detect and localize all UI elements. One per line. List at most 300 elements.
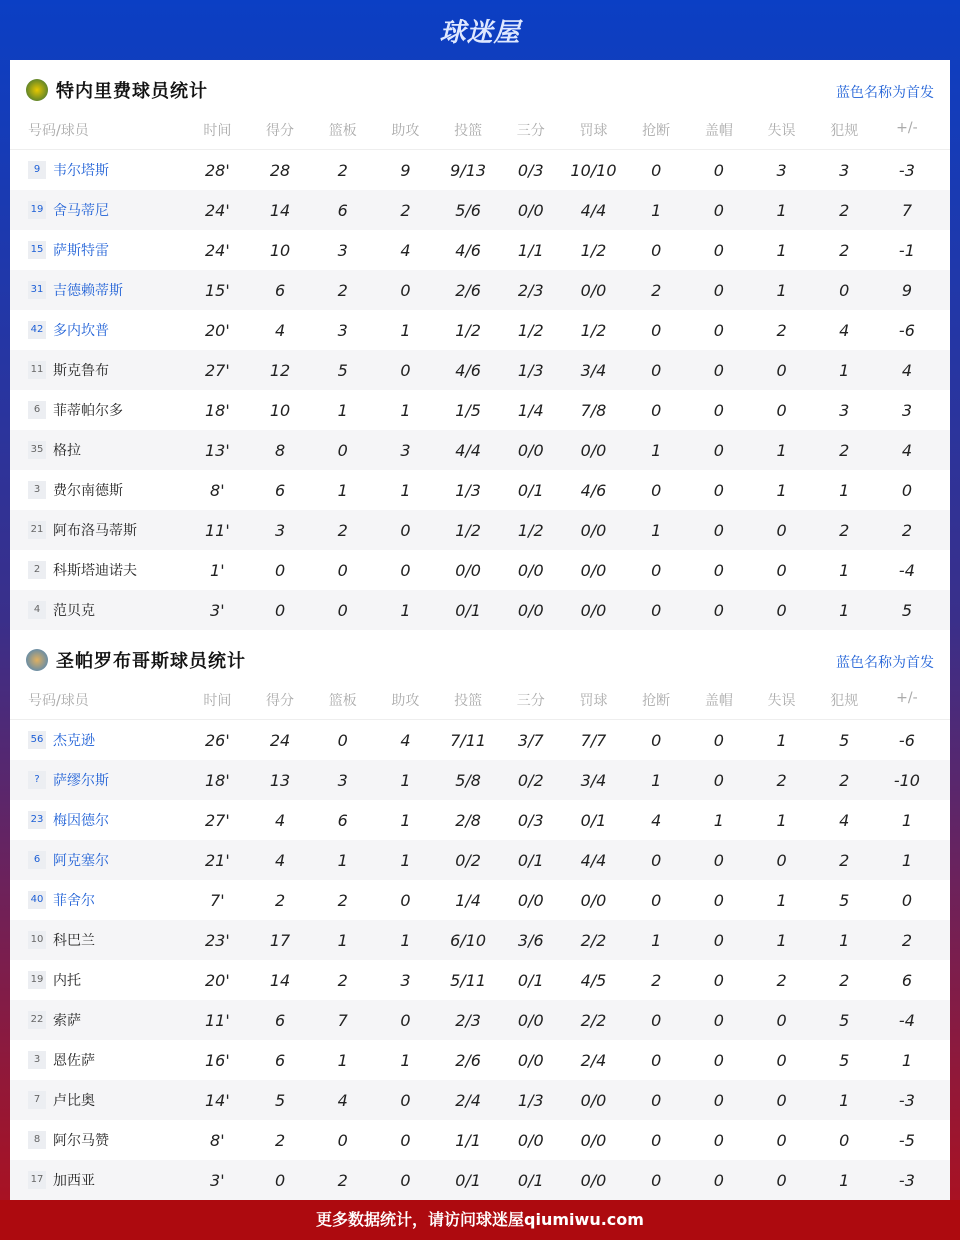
player-name[interactable]: 阿布洛马蒂斯 bbox=[53, 523, 137, 539]
stat-steals: 0 bbox=[651, 1010, 662, 1030]
player-row[interactable] bbox=[10, 310, 950, 350]
stat-assists: 3 bbox=[400, 440, 411, 460]
column-header: 失误 bbox=[767, 693, 796, 709]
stat-blocks: 0 bbox=[713, 560, 724, 580]
stat-steals: 0 bbox=[651, 1130, 662, 1150]
stat-turnovers: 3 bbox=[776, 160, 787, 180]
stat-rebounds: 4 bbox=[337, 1090, 348, 1110]
stat-points: 24 bbox=[269, 730, 291, 750]
player-cell bbox=[10, 240, 186, 260]
player-row[interactable] bbox=[10, 150, 950, 190]
stat-plus-minus: 2 bbox=[901, 520, 912, 540]
stat-rebounds: 2 bbox=[337, 280, 348, 300]
stat-minutes: 8' bbox=[210, 480, 225, 500]
stat-steals: 0 bbox=[651, 480, 662, 500]
stat-fouls: 1 bbox=[839, 360, 850, 380]
stat-three-pointers: 1/2 bbox=[517, 320, 544, 340]
column-header: 号码/球员 bbox=[28, 123, 89, 139]
player-name[interactable]: 阿克塞尔 bbox=[53, 853, 109, 869]
stat-blocks: 0 bbox=[713, 400, 724, 420]
player-row[interactable] bbox=[10, 470, 950, 510]
column-header: 罚球 bbox=[579, 123, 608, 139]
stat-three-pointers: 0/0 bbox=[517, 890, 544, 910]
stat-steals: 0 bbox=[651, 560, 662, 580]
stat-free-throws: 3/4 bbox=[580, 770, 607, 790]
stat-three-pointers: 0/0 bbox=[517, 560, 544, 580]
stat-three-pointers: 0/1 bbox=[517, 970, 544, 990]
player-name[interactable]: 斯克鲁布 bbox=[53, 363, 109, 379]
stat-rebounds: 1 bbox=[337, 930, 348, 950]
stat-plus-minus: -3 bbox=[898, 1090, 915, 1110]
stat-field-goals: 2/8 bbox=[455, 810, 481, 830]
stat-rebounds: 0 bbox=[337, 560, 348, 580]
stat-three-pointers: 2/3 bbox=[517, 280, 544, 300]
stat-rebounds: 2 bbox=[337, 520, 348, 540]
stat-fouls: 5 bbox=[839, 1010, 850, 1030]
stat-rebounds: 0 bbox=[337, 440, 348, 460]
column-header: 抢断 bbox=[642, 123, 671, 139]
player-name[interactable]: 吉德赖蒂斯 bbox=[53, 283, 123, 299]
stat-turnovers: 0 bbox=[776, 360, 787, 380]
stat-plus-minus: 6 bbox=[901, 970, 912, 990]
player-cell bbox=[10, 280, 186, 300]
column-header: +/- bbox=[896, 120, 918, 136]
stat-steals: 1 bbox=[651, 770, 662, 790]
jersey-number: 7 bbox=[28, 1091, 46, 1109]
jersey-number: 10 bbox=[28, 931, 46, 949]
stat-fouls: 4 bbox=[839, 320, 850, 340]
stat-three-pointers: 3/7 bbox=[517, 730, 544, 750]
stat-minutes: 13' bbox=[204, 440, 230, 460]
stat-field-goals: 1/4 bbox=[455, 890, 481, 910]
stat-turnovers: 0 bbox=[776, 560, 787, 580]
stat-assists: 2 bbox=[400, 200, 411, 220]
stat-free-throws: 0/0 bbox=[580, 520, 607, 540]
stat-free-throws: 2/2 bbox=[580, 930, 607, 950]
stat-three-pointers: 1/3 bbox=[517, 1090, 544, 1110]
stat-fouls: 0 bbox=[839, 1130, 850, 1150]
player-cell bbox=[10, 890, 186, 910]
player-row[interactable] bbox=[10, 960, 950, 1000]
stat-free-throws: 0/0 bbox=[580, 890, 607, 910]
stat-minutes: 23' bbox=[204, 930, 230, 950]
stat-steals: 1 bbox=[651, 520, 662, 540]
stat-minutes: 1' bbox=[210, 560, 225, 580]
player-name[interactable]: 恩佐萨 bbox=[53, 1053, 95, 1069]
player-name[interactable]: 格拉 bbox=[53, 443, 81, 459]
stat-turnovers: 2 bbox=[776, 970, 787, 990]
stat-free-throws: 4/4 bbox=[580, 200, 607, 220]
stat-points: 0 bbox=[274, 600, 286, 620]
player-name[interactable]: 科巴兰 bbox=[53, 933, 95, 949]
stat-assists: 1 bbox=[400, 1050, 411, 1070]
jersey-number: 6 bbox=[28, 851, 46, 869]
stat-assists: 1 bbox=[400, 770, 411, 790]
player-name[interactable]: 范贝克 bbox=[53, 603, 95, 619]
player-cell bbox=[10, 1090, 186, 1110]
player-row[interactable] bbox=[10, 1040, 950, 1080]
stat-assists: 0 bbox=[400, 1130, 411, 1150]
stat-points: 13 bbox=[269, 770, 291, 790]
stat-fouls: 2 bbox=[839, 770, 850, 790]
stat-free-throws: 1/2 bbox=[580, 240, 607, 260]
player-name[interactable]: 菲舍尔 bbox=[53, 893, 95, 909]
stat-free-throws: 0/0 bbox=[580, 1170, 607, 1190]
stat-field-goals: 7/11 bbox=[450, 730, 487, 750]
stat-fouls: 4 bbox=[839, 810, 850, 830]
jersey-number: 22 bbox=[28, 1011, 46, 1029]
stat-plus-minus: 0 bbox=[901, 480, 912, 500]
jersey-number: 19 bbox=[28, 971, 46, 989]
stat-plus-minus: 1 bbox=[901, 1050, 912, 1070]
column-header: 得分 bbox=[266, 123, 295, 139]
jersey-number: 40 bbox=[28, 891, 46, 909]
stat-minutes: 27' bbox=[204, 360, 230, 380]
stat-fouls: 1 bbox=[839, 600, 850, 620]
stat-rebounds: 1 bbox=[337, 850, 348, 870]
player-row[interactable] bbox=[10, 800, 950, 840]
player-cell bbox=[10, 770, 186, 790]
stat-rebounds: 1 bbox=[337, 1050, 348, 1070]
stat-steals: 0 bbox=[651, 240, 662, 260]
column-header: 号码/球员 bbox=[28, 693, 89, 709]
stat-assists: 0 bbox=[400, 1090, 411, 1110]
stat-turnovers: 1 bbox=[776, 890, 787, 910]
stat-steals: 0 bbox=[651, 850, 662, 870]
stat-steals: 0 bbox=[651, 600, 662, 620]
player-row[interactable] bbox=[10, 1000, 950, 1040]
column-header: 得分 bbox=[266, 693, 295, 709]
player-row[interactable] bbox=[10, 550, 950, 590]
stat-blocks: 0 bbox=[713, 440, 724, 460]
stat-field-goals: 1/5 bbox=[455, 400, 481, 420]
jersey-number: 21 bbox=[28, 521, 46, 539]
stat-points: 4 bbox=[274, 810, 286, 830]
stat-minutes: 3' bbox=[210, 1170, 225, 1190]
stat-three-pointers: 0/1 bbox=[517, 850, 544, 870]
player-cell bbox=[10, 520, 186, 540]
stat-blocks: 0 bbox=[713, 160, 724, 180]
column-header: 犯规 bbox=[830, 693, 859, 709]
stat-field-goals: 0/0 bbox=[455, 560, 481, 580]
stat-steals: 0 bbox=[651, 1170, 662, 1190]
stat-rebounds: 3 bbox=[337, 240, 348, 260]
player-row[interactable] bbox=[10, 590, 950, 630]
stat-points: 0 bbox=[274, 1170, 286, 1190]
stat-points: 2 bbox=[274, 1130, 286, 1150]
stat-rebounds: 0 bbox=[337, 730, 348, 750]
stat-field-goals: 6/10 bbox=[450, 930, 487, 950]
jersey-number: 4 bbox=[28, 601, 46, 619]
team-title-bar bbox=[10, 60, 950, 120]
jersey-number: 56 bbox=[28, 731, 46, 749]
column-header: 盖帽 bbox=[704, 123, 733, 139]
stat-assists: 0 bbox=[400, 1170, 411, 1190]
column-header: 时间 bbox=[203, 693, 232, 709]
player-row[interactable] bbox=[10, 390, 950, 430]
player-row[interactable] bbox=[10, 840, 950, 880]
player-row[interactable] bbox=[10, 880, 950, 920]
stat-points: 3 bbox=[274, 520, 286, 540]
stat-rebounds: 6 bbox=[337, 200, 348, 220]
player-cell bbox=[10, 730, 186, 750]
stat-three-pointers: 1/1 bbox=[517, 240, 544, 260]
stat-free-throws: 7/8 bbox=[580, 400, 607, 420]
stat-field-goals: 4/6 bbox=[455, 240, 481, 260]
stat-plus-minus: 1 bbox=[901, 810, 912, 830]
stat-blocks: 0 bbox=[713, 600, 724, 620]
stat-field-goals: 2/4 bbox=[455, 1090, 481, 1110]
stat-minutes: 7' bbox=[210, 890, 225, 910]
stat-points: 12 bbox=[269, 360, 291, 380]
player-row[interactable] bbox=[10, 1160, 950, 1200]
stat-turnovers: 0 bbox=[776, 850, 787, 870]
player-row[interactable] bbox=[10, 510, 950, 550]
stat-turnovers: 1 bbox=[776, 200, 787, 220]
team-section bbox=[10, 630, 950, 1200]
player-name[interactable]: 科斯塔迪诺夫 bbox=[53, 563, 137, 579]
stat-rebounds: 5 bbox=[337, 360, 348, 380]
stat-fouls: 1 bbox=[839, 1090, 850, 1110]
stat-rebounds: 2 bbox=[337, 1170, 348, 1190]
stat-fouls: 3 bbox=[839, 160, 850, 180]
stat-three-pointers: 0/3 bbox=[517, 810, 544, 830]
stat-assists: 0 bbox=[400, 560, 411, 580]
player-name[interactable]: 韦尔塔斯 bbox=[53, 163, 109, 179]
stat-fouls: 2 bbox=[839, 520, 850, 540]
stat-free-throws: 3/4 bbox=[580, 360, 607, 380]
column-header: 助攻 bbox=[391, 693, 420, 709]
starter-note: 蓝色名称为首发 bbox=[836, 85, 934, 101]
stat-blocks: 0 bbox=[713, 360, 724, 380]
stat-free-throws: 4/5 bbox=[580, 970, 607, 990]
player-name[interactable]: 内托 bbox=[53, 973, 81, 989]
stat-field-goals: 0/2 bbox=[455, 850, 481, 870]
column-header: 助攻 bbox=[391, 123, 420, 139]
stat-points: 14 bbox=[269, 970, 291, 990]
column-header: 三分 bbox=[516, 123, 545, 139]
stat-free-throws: 4/4 bbox=[580, 850, 607, 870]
stat-turnovers: 1 bbox=[776, 480, 787, 500]
stat-steals: 0 bbox=[651, 730, 662, 750]
player-name[interactable]: 加西亚 bbox=[53, 1173, 95, 1189]
player-cell bbox=[10, 480, 186, 500]
player-cell bbox=[10, 1050, 186, 1070]
footer-link[interactable]: 更多数据统计，请访问球迷屋qiumiwu.com bbox=[0, 1200, 960, 1240]
player-name[interactable]: 舍马蒂尼 bbox=[53, 203, 109, 219]
stat-steals: 0 bbox=[651, 1050, 662, 1070]
starter-note: 蓝色名称为首发 bbox=[836, 655, 934, 671]
stat-steals: 4 bbox=[651, 810, 662, 830]
jersey-number: 2 bbox=[28, 561, 46, 579]
stat-plus-minus: -4 bbox=[898, 560, 915, 580]
stat-plus-minus: 4 bbox=[901, 360, 912, 380]
stat-turnovers: 0 bbox=[776, 1090, 787, 1110]
stat-blocks: 0 bbox=[713, 200, 724, 220]
player-row[interactable] bbox=[10, 350, 950, 390]
stat-assists: 4 bbox=[400, 240, 411, 260]
stat-minutes: 28' bbox=[204, 160, 230, 180]
stat-rebounds: 2 bbox=[337, 890, 348, 910]
stat-field-goals: 9/13 bbox=[450, 160, 487, 180]
player-name[interactable]: 费尔南德斯 bbox=[53, 483, 123, 499]
stat-points: 17 bbox=[269, 930, 291, 950]
stat-points: 10 bbox=[269, 240, 291, 260]
stat-free-throws: 2/4 bbox=[580, 1050, 607, 1070]
stat-field-goals: 1/2 bbox=[455, 520, 481, 540]
player-name[interactable]: 杰克逊 bbox=[53, 733, 95, 749]
stat-field-goals: 1/1 bbox=[455, 1130, 481, 1150]
stat-field-goals: 5/8 bbox=[455, 770, 481, 790]
stat-fouls: 1 bbox=[839, 560, 850, 580]
stat-field-goals: 0/1 bbox=[455, 1170, 481, 1190]
player-row[interactable] bbox=[10, 760, 950, 800]
column-header: 失误 bbox=[767, 123, 796, 139]
stat-assists: 0 bbox=[400, 520, 411, 540]
stat-rebounds: 0 bbox=[337, 600, 348, 620]
stat-blocks: 0 bbox=[713, 850, 724, 870]
stat-minutes: 15' bbox=[204, 280, 230, 300]
player-name[interactable]: 阿尔马赞 bbox=[53, 1133, 109, 1149]
stat-steals: 0 bbox=[651, 890, 662, 910]
stat-plus-minus: 2 bbox=[901, 930, 912, 950]
jersey-number: 8 bbox=[28, 1131, 46, 1149]
stat-plus-minus: -10 bbox=[893, 770, 920, 790]
column-header: 篮板 bbox=[328, 693, 357, 709]
team-title: 圣帕罗布哥斯球员统计 bbox=[56, 651, 246, 672]
jersey-number: 9 bbox=[28, 161, 46, 179]
stat-blocks: 0 bbox=[713, 1170, 724, 1190]
player-cell bbox=[10, 320, 186, 340]
stat-turnovers: 0 bbox=[776, 520, 787, 540]
stat-assists: 9 bbox=[400, 160, 411, 180]
jersey-number: 6 bbox=[28, 401, 46, 419]
player-cell bbox=[10, 1010, 186, 1030]
stat-plus-minus: 4 bbox=[901, 440, 912, 460]
stat-field-goals: 1/2 bbox=[455, 320, 481, 340]
column-header: 三分 bbox=[516, 693, 545, 709]
player-row[interactable] bbox=[10, 270, 950, 310]
stat-free-throws: 7/7 bbox=[580, 730, 607, 750]
stat-field-goals: 0/1 bbox=[455, 600, 481, 620]
jersey-number: 31 bbox=[28, 281, 46, 299]
player-name[interactable]: 梅因德尔 bbox=[53, 813, 109, 829]
stat-points: 6 bbox=[274, 1010, 286, 1030]
player-name[interactable]: 索萨 bbox=[53, 1013, 81, 1029]
column-header: 篮板 bbox=[328, 123, 357, 139]
stat-plus-minus: 3 bbox=[901, 400, 912, 420]
stat-three-pointers: 0/0 bbox=[517, 1050, 544, 1070]
stat-free-throws: 1/2 bbox=[580, 320, 607, 340]
player-row[interactable] bbox=[10, 190, 950, 230]
jersey-number: ? bbox=[28, 771, 46, 789]
stat-blocks: 0 bbox=[713, 970, 724, 990]
stat-free-throws: 4/6 bbox=[580, 480, 607, 500]
stat-plus-minus: -5 bbox=[898, 1130, 915, 1150]
stat-blocks: 0 bbox=[713, 930, 724, 950]
player-row[interactable] bbox=[10, 230, 950, 270]
stat-rebounds: 3 bbox=[337, 770, 348, 790]
stat-assists: 1 bbox=[400, 850, 411, 870]
stat-assists: 1 bbox=[400, 600, 411, 620]
stat-minutes: 18' bbox=[204, 400, 230, 420]
player-row[interactable] bbox=[10, 1120, 950, 1160]
player-cell bbox=[10, 970, 186, 990]
stat-steals: 0 bbox=[651, 160, 662, 180]
player-name[interactable]: 菲蒂帕尔多 bbox=[53, 403, 123, 419]
stat-rebounds: 6 bbox=[337, 810, 348, 830]
player-name[interactable]: 卢比奥 bbox=[53, 1093, 95, 1109]
stat-turnovers: 1 bbox=[776, 240, 787, 260]
player-cell bbox=[10, 160, 186, 180]
stat-minutes: 24' bbox=[204, 200, 230, 220]
stat-steals: 2 bbox=[651, 970, 662, 990]
jersey-number: 15 bbox=[28, 241, 46, 259]
stat-points: 2 bbox=[274, 890, 286, 910]
stat-assists: 3 bbox=[400, 970, 411, 990]
stat-blocks: 0 bbox=[713, 240, 724, 260]
stat-turnovers: 2 bbox=[776, 320, 787, 340]
stat-blocks: 0 bbox=[713, 1090, 724, 1110]
stat-free-throws: 0/0 bbox=[580, 1130, 607, 1150]
stat-points: 6 bbox=[274, 480, 286, 500]
stat-turnovers: 0 bbox=[776, 600, 787, 620]
player-cell bbox=[10, 1130, 186, 1150]
stat-rebounds: 1 bbox=[337, 480, 348, 500]
stat-turnovers: 1 bbox=[776, 280, 787, 300]
stat-minutes: 24' bbox=[204, 240, 230, 260]
stat-blocks: 0 bbox=[713, 520, 724, 540]
stat-blocks: 0 bbox=[713, 320, 724, 340]
stat-assists: 1 bbox=[400, 810, 411, 830]
stat-blocks: 0 bbox=[713, 1130, 724, 1150]
player-cell bbox=[10, 440, 186, 460]
stat-field-goals: 5/11 bbox=[450, 970, 487, 990]
player-name[interactable]: 多内坎普 bbox=[53, 323, 109, 339]
stat-points: 8 bbox=[274, 440, 286, 460]
player-row[interactable] bbox=[10, 1080, 950, 1120]
player-row[interactable] bbox=[10, 920, 950, 960]
stat-points: 5 bbox=[274, 1090, 286, 1110]
stat-minutes: 3' bbox=[210, 600, 225, 620]
stat-points: 14 bbox=[269, 200, 291, 220]
site-logo: 球迷屋 bbox=[439, 18, 521, 48]
stat-plus-minus: 7 bbox=[901, 200, 912, 220]
stat-turnovers: 1 bbox=[776, 730, 787, 750]
player-name[interactable]: 萨缪尔斯 bbox=[53, 773, 109, 789]
player-row[interactable] bbox=[10, 720, 950, 760]
player-cell bbox=[10, 810, 186, 830]
stat-fouls: 2 bbox=[839, 240, 850, 260]
player-cell bbox=[10, 850, 186, 870]
stat-points: 4 bbox=[274, 850, 286, 870]
stat-fouls: 2 bbox=[839, 850, 850, 870]
player-name[interactable]: 萨斯特雷 bbox=[53, 243, 109, 259]
stat-steals: 0 bbox=[651, 320, 662, 340]
jersey-number: 19 bbox=[28, 201, 46, 219]
stat-minutes: 27' bbox=[204, 810, 230, 830]
stat-three-pointers: 3/6 bbox=[517, 930, 544, 950]
stat-minutes: 18' bbox=[204, 770, 230, 790]
stat-turnovers: 1 bbox=[776, 810, 787, 830]
stat-steals: 0 bbox=[651, 400, 662, 420]
jersey-number: 35 bbox=[28, 441, 46, 459]
player-row[interactable] bbox=[10, 430, 950, 470]
stat-steals: 2 bbox=[651, 280, 662, 300]
stat-blocks: 0 bbox=[713, 1010, 724, 1030]
stat-turnovers: 0 bbox=[776, 400, 787, 420]
jersey-number: 11 bbox=[28, 361, 46, 379]
